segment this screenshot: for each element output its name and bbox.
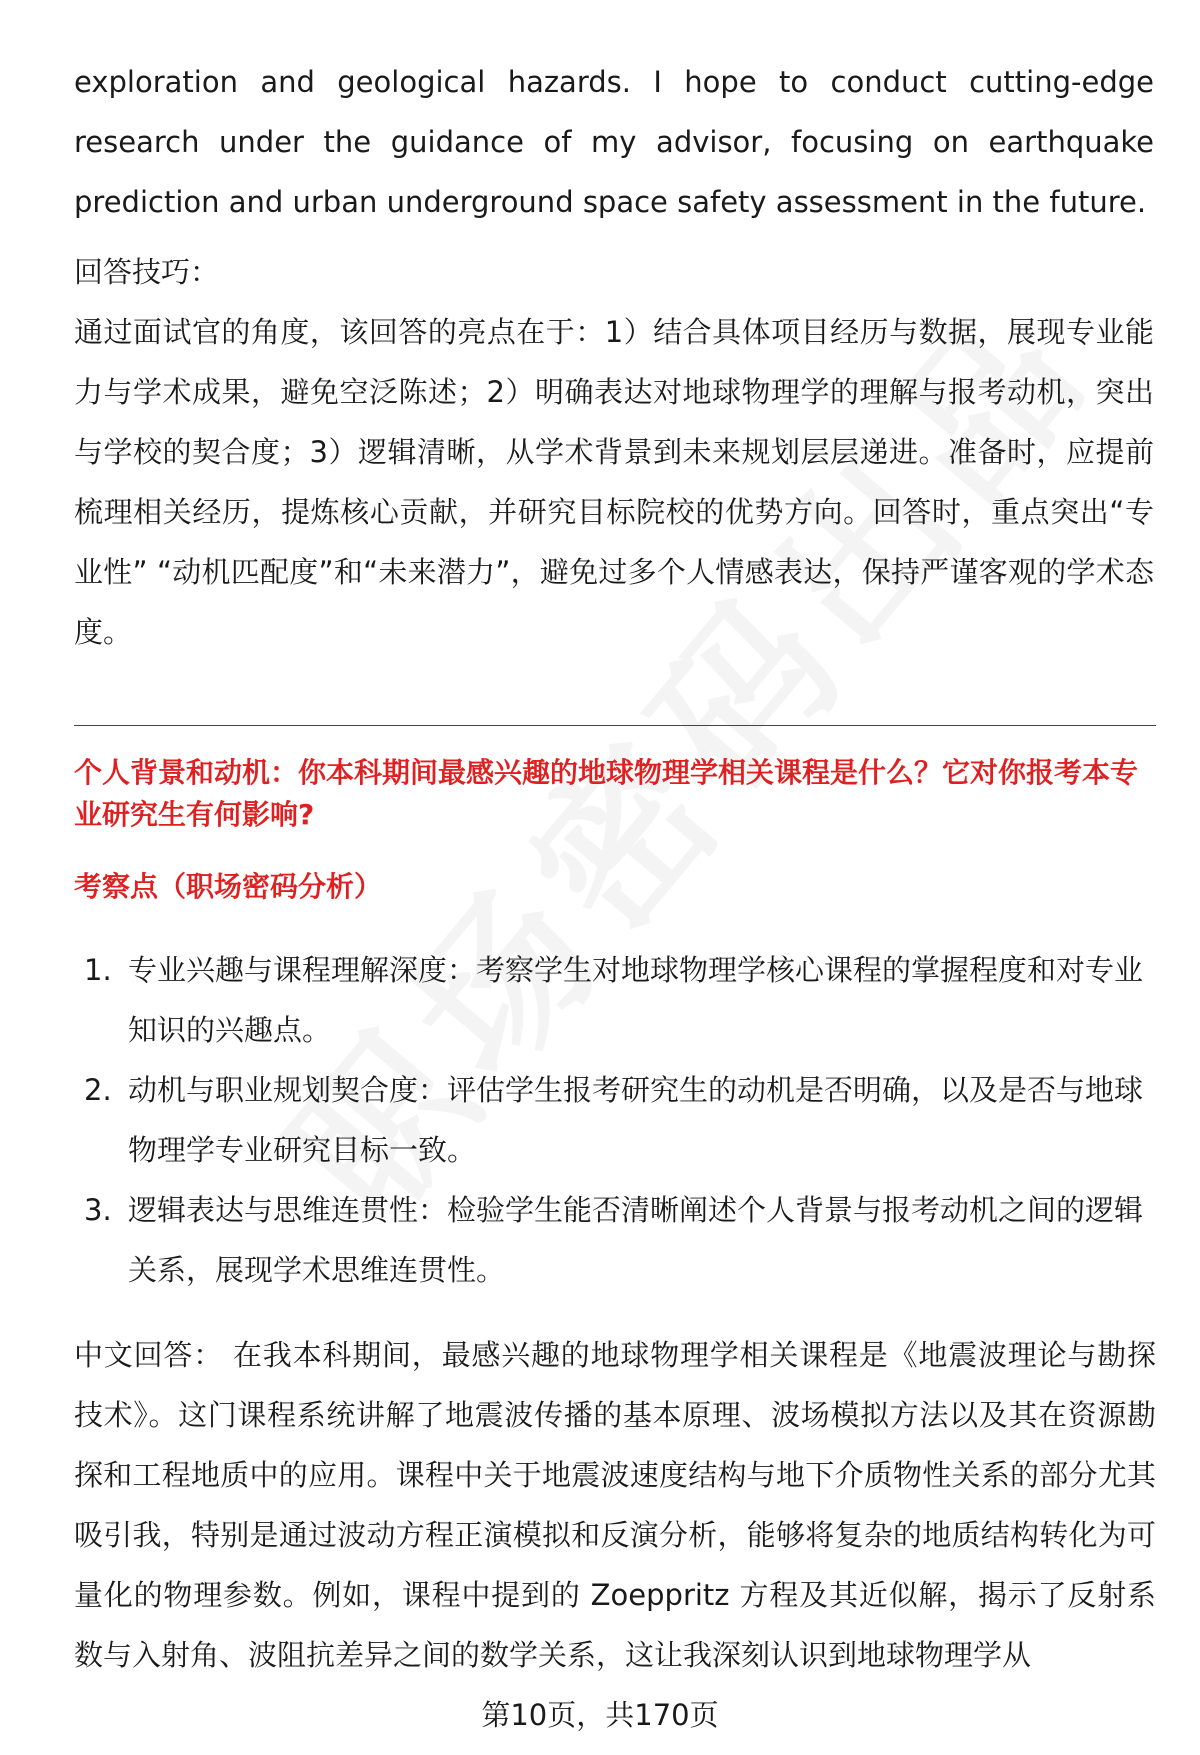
list-item-number: 3. [84,1193,112,1227]
list-item-number: 1. [84,953,112,987]
list-item-text: 专业兴趣与课程理解深度：考察学生对地球物理学核心课程的掌握程度和对专业知识的兴趣点。 [128,953,1144,1047]
answer-paragraph: 中文回答： 在我本科期间，最感兴趣的地球物理学相关课程是《地震波理论与勘探技术》。这门课程系统讲解了地震波传播的基本原理、波场模拟方法以及其在资源勘探和工程地质中的应用。课程中关于地震波速度结构与地下介质物性关系的部分尤其吸引我，特别是通过波动方程正演模拟和反演分析，能够将复杂的地质结构转化为可量化的物理参数。例如，课程中提到的 Zoeppritz 方程及其近似解，揭示了反射系数与入射角、波阻抗差异之间的数学关系，这让我深刻认识到地球物理学从 [74,1338,1156,1672]
focus-title: 考察点（职场密码分析） [74,870,383,903]
answer-section [74,1325,1156,1685]
tips-title: 回答技巧： [74,255,220,289]
list-item-number: 2. [84,1073,112,1107]
list-item-text: 逻辑表达与思维连贯性：检验学生能否清晰阐述个人背景与报考动机之间的逻辑关系，展现学术思维连贯性。 [128,1193,1144,1287]
section-divider [74,725,1156,726]
list-item [74,1060,1156,1180]
intro-paragraph: exploration and geological hazards. I hope to conduct cutting-edge research under the guidance of my advisor, focusing on earthquake prediction and urban underground space safety assessment in the future. [74,65,1154,219]
page-content [74,52,1154,662]
focus-list [74,940,1156,1300]
list-item-text: 动机与职业规划契合度：评估学生报考研究生的动机是否明确，以及是否与地球物理学专业研究目标一致。 [128,1073,1144,1167]
page-number: 第10页，共170页 [481,1698,719,1732]
tips-body: 通过面试官的角度，该回答的亮点在于：1）结合具体项目经历与数据，展现专业能力与学术成果，避免空泛陈述；2）明确表达对地球物理学的理解与报考动机，突出与学校的契合度；3）逻辑清晰，从学术背景到未来规划层层递进。准备时，应提前梳理相关经历，提炼核心贡献，并研究目标院校的优势方向。回答时，重点突出“专业性” “动机匹配度”和“未来潜力”，避免过多个人情感表达，保持严谨客观的学术态度。 [74,315,1154,649]
list-item [74,1180,1156,1300]
list-item [74,940,1156,1060]
question-heading: 个人背景和动机：你本科期间最感兴趣的地球物理学相关课程是什么？它对你报考本专业研究生有何影响? [74,756,1139,831]
